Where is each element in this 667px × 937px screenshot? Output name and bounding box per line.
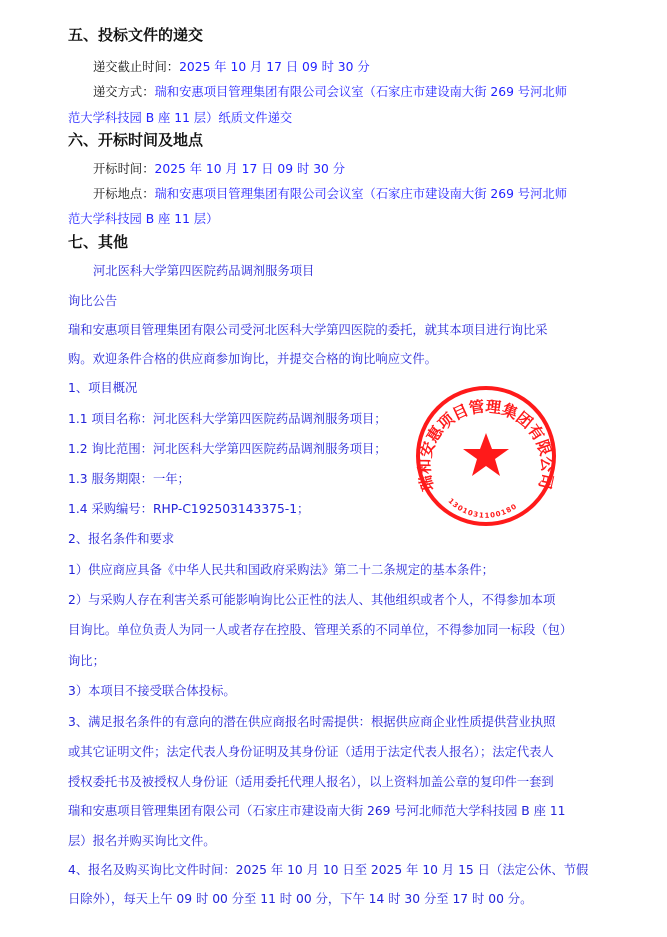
method-line (93, 84, 567, 100)
method-value-cont: 范大学科技园 B 座 11 层）纸质文件递交 (68, 111, 293, 125)
section-6-heading: 六、开标时间及地点 (68, 131, 204, 149)
star-icon (463, 433, 509, 476)
deadline-line (93, 59, 370, 75)
open-place-value-cont: 范大学科技园 B 座 11 层） (68, 212, 219, 226)
method-label: 递交方式： (93, 85, 155, 99)
body-line: 2）与采购人存在利害关系可能影响询比公正性的法人、其他组织或者个人，不得参加本项 (68, 593, 556, 607)
section-7-heading: 七、其他 (68, 233, 129, 251)
body-line: 购。欢迎条件合格的供应商参加询比，并提交合格的询比响应文件。 (68, 352, 437, 366)
body-line: 4、报名及购买询比文件时间：2025 年 10 月 10 日至 2025 年 10 月 15 日（法定公休、节假 (68, 863, 589, 877)
body-line: 3、满足报名条件的有意向的潜在供应商报名时需提供：根据供应商企业性质提供营业执照 (68, 715, 556, 729)
body-line: 日除外），每天上午 09 时 00 分至 11 时 00 分，下午 14 时 30 分至 17 时 00 分。 (68, 892, 533, 906)
seal-text: 瑞和安惠项目管理集团有限公司 (415, 397, 557, 493)
open-place-line (93, 186, 567, 202)
body-line: 层）报名并购买询比文件。 (68, 834, 216, 848)
deadline-label: 递交截止时间： (93, 60, 180, 74)
seal-code: 1301031100180 (446, 496, 519, 520)
open-time-label: 开标时间： (93, 162, 155, 176)
body-line: 1）供应商应具备《中华人民共和国政府采购法》第二十二条规定的基本条件； (68, 563, 494, 577)
deadline-value: 2025 年 10 月 17 日 09 时 30 分 (179, 60, 370, 74)
body-line: 1、项目概况 (68, 381, 138, 395)
method-value: 瑞和安惠项目管理集团有限公司会议室（石家庄市建设南大街 269 号河北师 (154, 85, 567, 99)
body-line: 授权委托书及被授权人身份证（适用委托代理人报名），以上资料加盖公章的复印件一套到 (68, 775, 554, 789)
body-line: 目询比。单位负责人为同一人或者存在控股、管理关系的不同单位，不得参加同一标段（包） (68, 623, 573, 637)
body-line: 1.4 采购编号：RHP-C192503143375-1； (68, 502, 310, 516)
open-time-value: 2025 年 10 月 17 日 09 时 30 分 (154, 162, 346, 176)
open-place-value: 瑞和安惠项目管理集团有限公司会议室（石家庄市建设南大街 269 号河北师 (154, 187, 567, 201)
body-line: 2、报名条件和要求 (68, 532, 175, 546)
project-name: 河北医科大学第四医院药品调剂服务项目 (93, 264, 315, 278)
company-seal (413, 383, 559, 529)
body-line: 瑞和安惠项目管理集团有限公司受河北医科大学第四医院的委托，就其本项目进行询比采 (68, 323, 548, 337)
body-line: 瑞和安惠项目管理集团有限公司（石家庄市建设南大街 269 号河北师范大学科技园 B 座 11 (68, 804, 566, 818)
body-line: 询比公告 (68, 294, 118, 308)
section-5-heading: 五、投标文件的递交 (68, 26, 204, 44)
body-line: 1.3 服务期限：一年； (68, 472, 190, 486)
open-place-label: 开标地点： (93, 187, 155, 201)
open-time-line (93, 161, 345, 177)
body-line: 询比； (68, 654, 105, 668)
body-line: 3）本项目不接受联合体投标。 (68, 684, 236, 698)
body-line: 或其它证明文件；法定代表人身份证明及其身份证（适用于法定代表人报名）；法定代表人 (68, 745, 554, 759)
body-line: 1.2 询比范围：河北医科大学第四医院药品调剂服务项目； (68, 442, 387, 456)
body-line: 1.1 项目名称：河北医科大学第四医院药品调剂服务项目； (68, 412, 387, 426)
